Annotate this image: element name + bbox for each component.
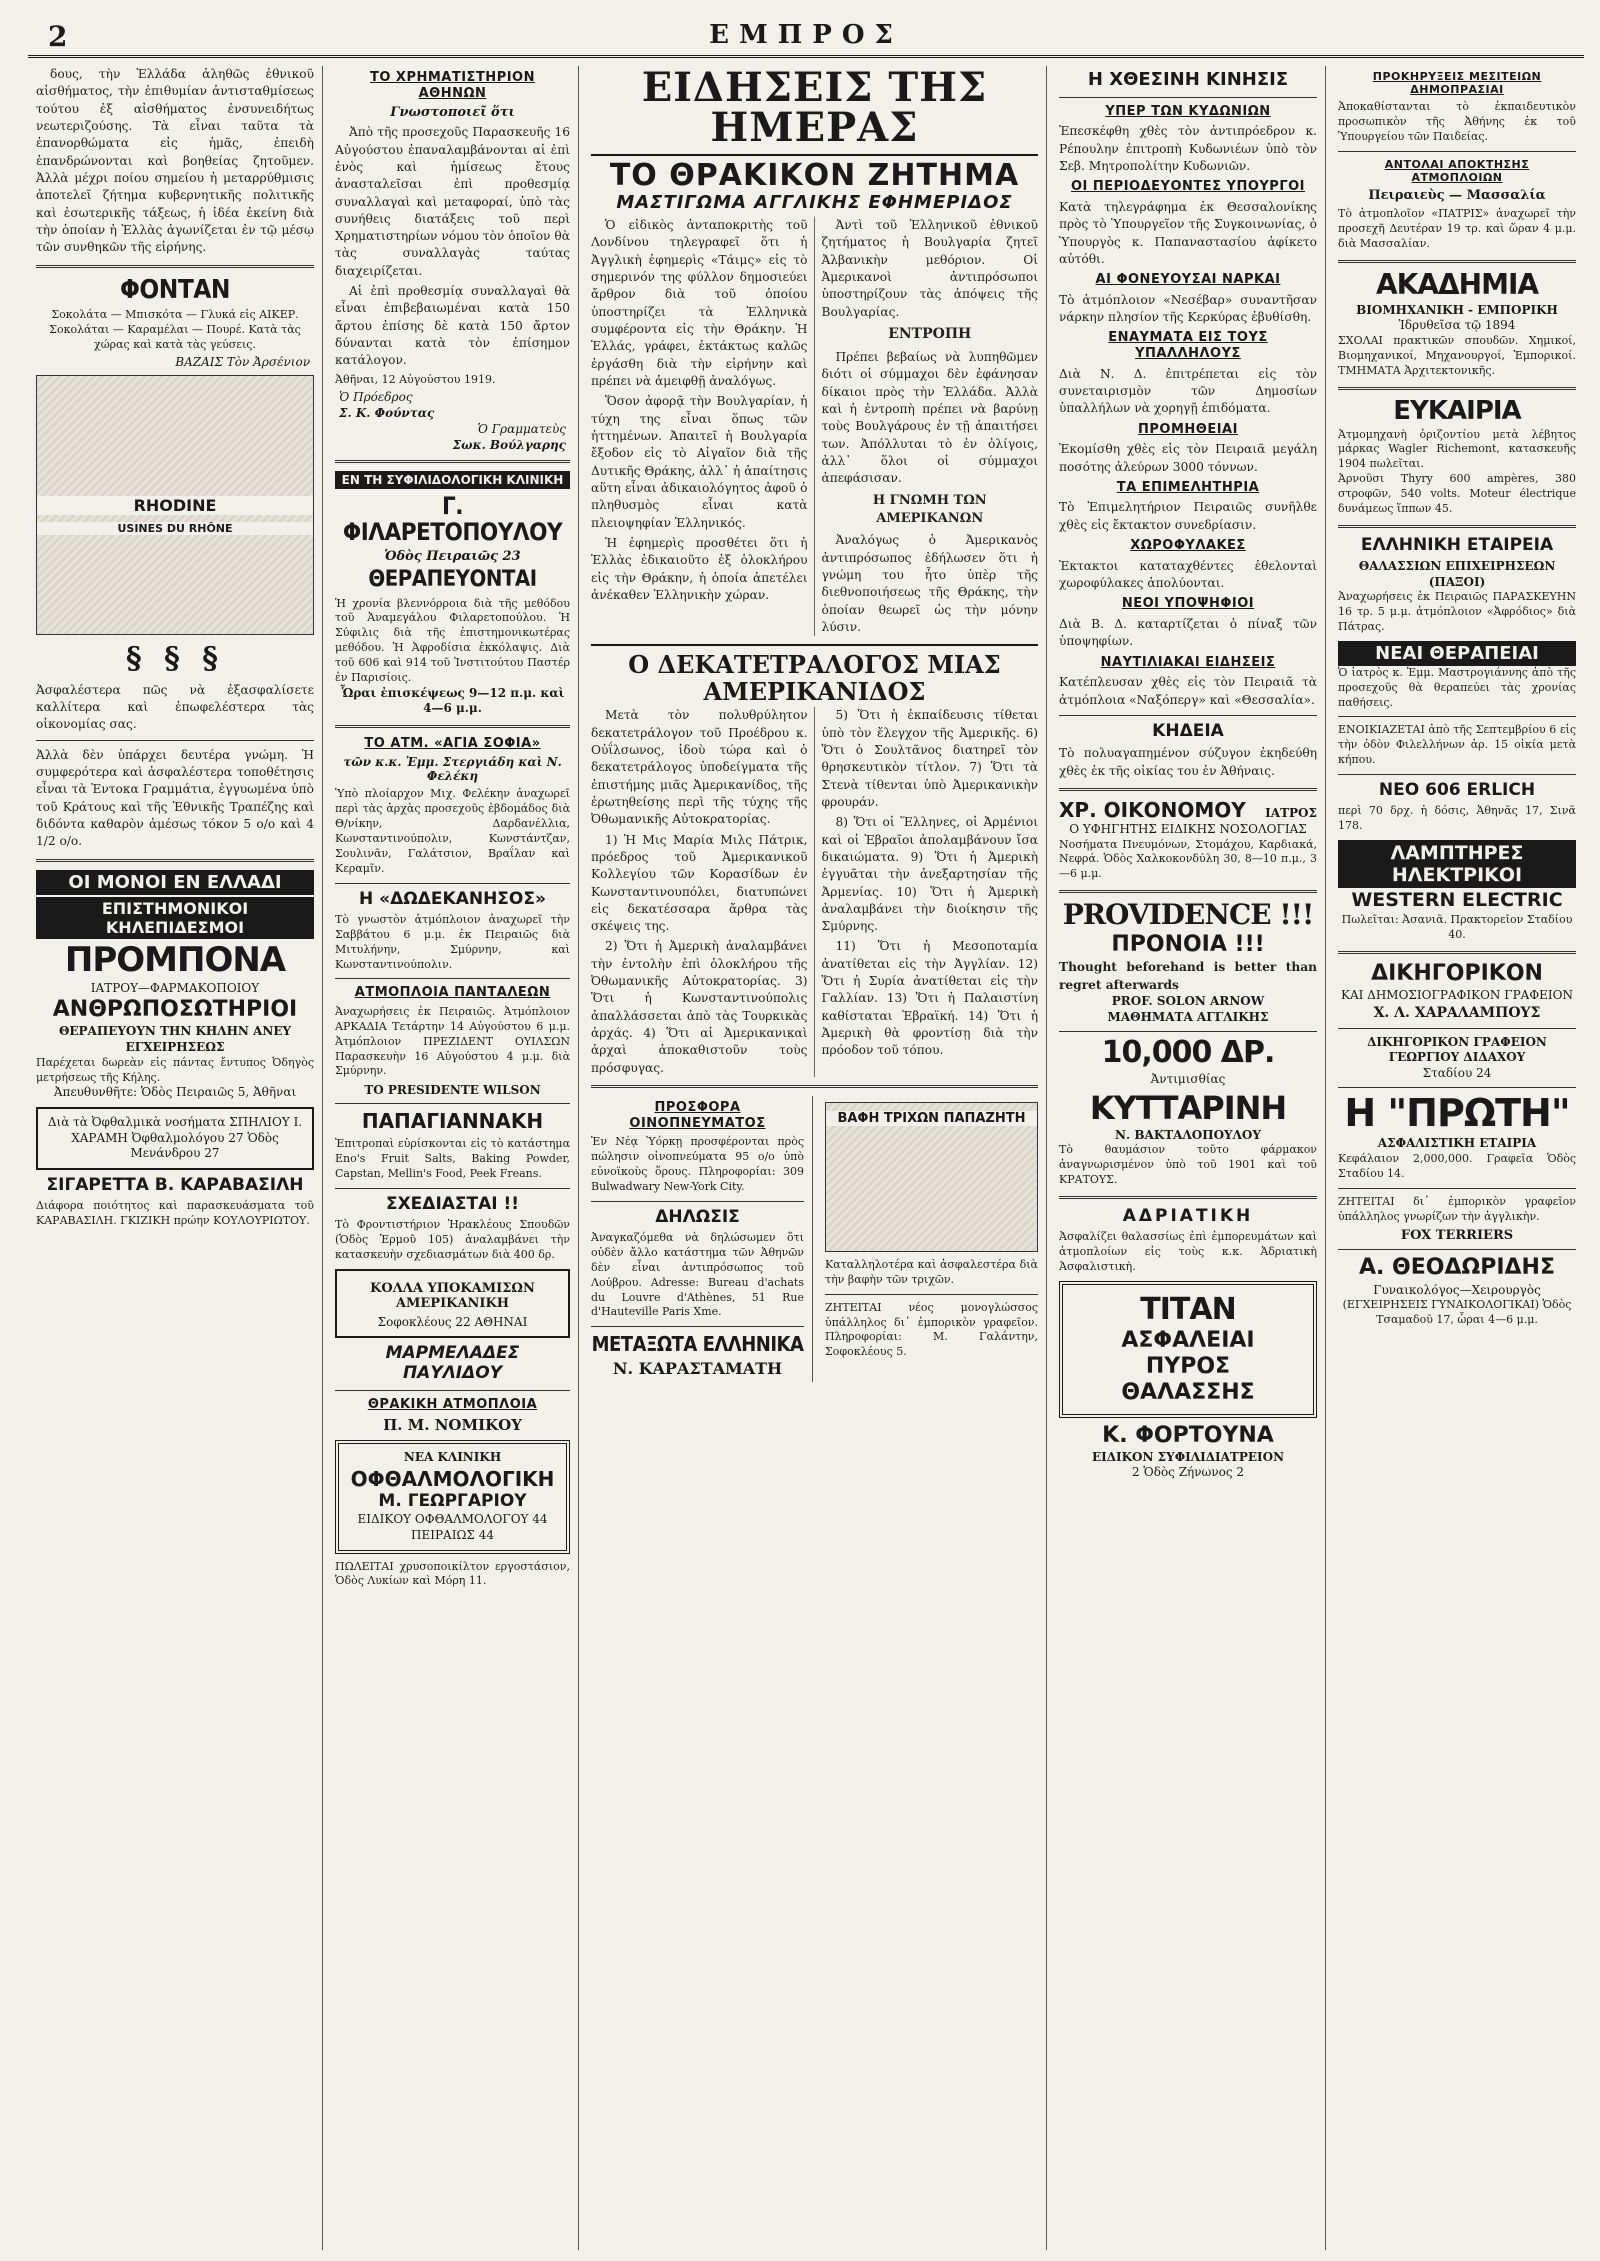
kolla-title: ΚΟΛΛΑ ΥΠΟΚΑΜΙΣΩΝ ΑΜΕΡΙΚΑΝΙΚΗ bbox=[370, 1280, 535, 1311]
western-title: WESTERN ELECTRIC bbox=[1351, 889, 1563, 912]
pronoia-title: ΠΡΟΝΟΙΑ !!! bbox=[1111, 932, 1265, 958]
chrem-role-1: Ὁ Πρόεδρος bbox=[339, 389, 413, 404]
thrakiki-sub: Π. Μ. ΝΟΜΙΚΟΥ bbox=[383, 1416, 522, 1435]
kyttarinh-title: ΚΥΤΤΑΡΙΝΗ bbox=[1089, 1088, 1287, 1127]
ad-text: Ἀσφαλέστερα πῶς νὰ ἐξασφαλίσετε καλλίτερα καὶ ἐπωφελέστερα τὰς οἰκονομίας σας. bbox=[36, 682, 314, 732]
syph-addr: Ὁδὸς Πειραιῶς 23 bbox=[384, 549, 521, 565]
thrace-headline: ΤΟ ΘΡΑΚΙΚΟΝ ΖΗΤΗΜΑ bbox=[609, 158, 1020, 193]
column-1 bbox=[28, 66, 323, 2250]
wilson-title: ΤΟ PRESIDENTE WILSON bbox=[364, 1083, 541, 1098]
prwth-sub: ΑΣΦΑΛΙΣΤΙΚΗ ΕΤΑΙΡΙΑ bbox=[1377, 1136, 1537, 1151]
amerikanoi-text: Ἀναλόγως ὁ Ἀμερικανὸς ἀντιπρόσωπος ἐδήλωσεν ὅτι ἡ γνώμη του ἦτο ὑπὲρ τῆς διεθνοποιήσεως τῆς Θράκης, τὴν ὁποίαν θεωρεῖ ὡς τὴν μόνην λύσιν. bbox=[821, 533, 1038, 635]
entoph-head: ΕΝΤΡΟΠΗ bbox=[888, 326, 972, 343]
schedia-text: Τὸ Φροντιστήριον Ἡρακλέους Σπουδῶν (Ὁδὸς Ἑρμοῦ 105) ἀναλαμβάνει τὴν κατασκευὴν σχεδιασμάτων διὰ 400 δρ. bbox=[335, 1218, 570, 1261]
newspaper-page bbox=[28, 14, 1584, 2250]
american-headline: Ο ΔΕΚΑΤΕΤΡΑΛΟΓΟΣ ΜΙΑΣ ΑΜΕΡΙΚΑΝΙΔΟΣ bbox=[591, 644, 1038, 705]
prosfora-head: ΠΡΟΣΦΟΡΑ ΟΙΝΟΠΝΕΥΜΑΤΟΣ bbox=[629, 1100, 766, 1131]
eykairia-text-2: Ἀρνοῦσι Thyry 600 ampères, 380 στροφῶν, 540 volts. Moteur électrique δυνάμεως ἵππων 45. bbox=[1338, 472, 1576, 515]
khdeia-head: ΚΗΔΕΙΑ bbox=[1152, 720, 1224, 741]
vafh-title: ΒΑΦΗ ΤΡΙΧΩΝ ΠΑΠΑΖΗΤΗ bbox=[826, 1111, 1037, 1126]
polhtai-text: ΠΩΛΕΙΤΑΙ χρυσοποικίλτον εργοστάσιον, Ὁδὸς Λυκίων καὶ Μόρη 11. bbox=[335, 1559, 570, 1588]
bottom-ads bbox=[591, 1096, 1038, 1382]
perioideuontes-head: ΟΙ ΠΕΡΙΟΔΕΥΟΝΤΕΣ ΥΠΟΥΡΓΟΙ bbox=[1071, 179, 1305, 195]
dikhgorikon2-addr: Σταδίου 24 bbox=[1422, 1065, 1492, 1080]
monoi-title: ΟΙ ΜΟΝΟΙ ΕΝ ΕΛΛΑΔΙ bbox=[36, 870, 314, 895]
papagiannaki-text: Ἐπιτροπαὶ εὑρίσκονται εἰς τὸ κατάστημα Eno's Fruit Salts, Baking Powder, Capstan, Mellin's Food, Peek Freans. bbox=[335, 1137, 570, 1180]
dikhgorikon-title: ΔΙΚΗΓΟΡΙΚΟΝ bbox=[1371, 960, 1543, 986]
theodoridis-name: Α. ΘΕΟΔΩΡΙΔΗΣ bbox=[1359, 1255, 1555, 1281]
reward-sub: Ἀντιμισθίας bbox=[1150, 1072, 1226, 1087]
rhodine-sub: USINES DU RHÔNE bbox=[37, 522, 313, 535]
kyttarinh-text: Τὸ θαυμάσιον τοῦτο φάρμακον ἀναγνωρισμένον ὑπὸ τοῦ 1901 καὶ τοῦ ΚΡΑΤΟΥΣ. bbox=[1059, 1143, 1317, 1187]
neai-text: Ὁ ἰατρὸς κ. Ἐμμ. Μαστρογιάννης ἀπὸ τῆς προσεχοῦς θὰ θεραπεύει τὰς χρονίας παθήσεις. bbox=[1338, 665, 1576, 709]
thrace-para-1: Ὁ εἰδικὸς ἀνταποκριτὴς τοῦ Λονδίνου τηλεγραφεῖ ὅτι ἡ Ἀγγλικὴ ἐφημερὶς «Τάιμς» εἰς τὸ σημερινόν της φύλλον δημοσιεύει ἄρθρον διὰ τοῦ ὁποίου ὑποστηρίζει τὰ Ἑλληνικὰ συμφέροντα εἰς τὴν Θράκην. Ἡ Ἑλλάς, γράφει, ἐκτάκτως καλῶς ἐργάσθη διὰ τὴν εἰρήνην καὶ πρέπει νὰ ἀμειφθῇ ἀναλόγως. bbox=[591, 218, 808, 389]
titan-title: ΤΙΤΑΝ bbox=[1140, 1292, 1236, 1327]
column-5 bbox=[1330, 66, 1584, 2250]
thrace-article bbox=[591, 217, 1038, 636]
prompona-addr: Ἀπευθυνθῆτε: Ὁδὸς Πειραιῶς 5, Ἀθῆναι bbox=[53, 1085, 297, 1100]
column-4 bbox=[1051, 66, 1326, 2250]
prwth-text: Κεφάλαιον 2,000,000. Γραφεῖα Ὁδὸς Σταδίου 14. bbox=[1338, 1152, 1576, 1180]
masthead bbox=[28, 14, 1584, 58]
american-para-3: 2) Ὅτι ἡ Ἀμερικὴ ἀναλαμβάνει τὴν ἐντολὴν ἐπὶ ὁλοκλήρου τῆς Ὀθωμανικῆς Αὐτοκρατορίας. 3) Ὅτι ἡ Κωνσταντινούπολις ἀπαλλάσσεται ἀπὸ τὰς Τουρκικὰς ἀρχάς. 4) Ὅτι αἱ Ἀμερικανικαὶ ἀρχαὶ ἀποκαθιστοῦν τοὺς πρόσφυγας. bbox=[591, 939, 808, 1075]
ofth-ad bbox=[335, 1440, 570, 1553]
therapeuoun-text: ΘΕΡΑΠΕΥΟΥΝ ΤΗΝ ΚΗΛΗΝ ΑΝΕΥ ΕΓΧΕΙΡΗΣΕΩΣ bbox=[58, 1024, 292, 1055]
chrem-date: Ἀθῆναι, 12 Αὐγούστου 1919. bbox=[335, 372, 496, 386]
lamptires-title: ΛΑΜΠΤΗΡΕΣ ΗΛΕΚΤΡΙΚΟΙ bbox=[1338, 840, 1576, 888]
enoikiazetai-text: ΕΝΟΙΚΙΑΖΕΤΑΙ ἀπὸ τῆς Σεπτεμβρίου 6 εἰς τὴν ὁδὸν Φιλελλήνων ἀρ. 15 οἰκία μετὰ κήπου. bbox=[1338, 723, 1576, 767]
chrem-head: ΤΟ ΧΡΗΜΑΤΙΣΤΗΡΙΟΝ ΑΘΗΝΩΝ bbox=[369, 70, 535, 101]
fortouna-sub: ΕΙΔΙΚΟΝ ΣΥΦΙΛΙΔΙΑΤΡΕΙΟΝ bbox=[1091, 1449, 1285, 1464]
dikhgorikon-sub: ΚΑΙ ΔΗΜΟΣΙΟΓΡΑΦΙΚΟΝ ΓΡΑΦΕΙΟΝ bbox=[1340, 987, 1573, 1002]
perioideuontes-text: Κατὰ τηλεγράφημα ἐκ Θεσσαλονίκης πρὸς τὸ Ὑπουργεῖον τῆς Συγκοινωνίας, ὁ Ὑπουργὸς κ. Παπαναστασίου ἀφίκετο αὐτόθι. bbox=[1059, 199, 1317, 266]
syph-cure: ΘΕΡΑΠΕΥΟΝΤΑΙ bbox=[368, 567, 537, 593]
cigarettes-title: ΣΙΓΑΡΕΤΤΑ Β. ΚΑΡΑΒΑΣΙΛΗ bbox=[46, 1174, 304, 1195]
proktherixis-head: ΠΡΟΚΗΡΥΞΕΙΣ ΜΕΣΙΤΕΙΩΝ ΔΗΜΟΠΡΑΣΙΑΙ bbox=[1372, 70, 1542, 97]
sanatorium-text: Διὰ τὰ Ὀφθαλμικὰ νοσήματα ΣΠΗΛΙΟΥ Ι. ΧΑΡΑΜΗ Ὀφθαλμολόγου 27 Ὁδὸς Μενάνδρου 27 bbox=[47, 1114, 303, 1161]
atm-head: ΤΟ ΑΤΜ. «ΑΓΙΑ ΣΟΦΙΑ» bbox=[364, 735, 541, 751]
thrace-para-2: Ὅσον ἀφορᾷ τὴν Βουλγαρίαν, ἡ τύχη της εἶναι ὅπως τῶν ἡττημένων. Ἀπαιτεῖ ἡ Βουλγαρία ἔξοδον εἰς τὸ Αἰγαῖον διὰ τῆς Δυτικῆς Θράκης, ἀλλ᾽ ἡ ἀπαίτησις αὕτη εἶναι ἀδικαιολόγητος ἀφοῦ ὁ πληθυσμὸς εἶναι κατὰ πλειοψηφίαν Ἑλληνικός. bbox=[591, 394, 808, 530]
xorofylakes-head: ΧΩΡΟΦΥΛΑΚΕΣ bbox=[1130, 538, 1246, 554]
prompona-text: Παρέχεται δωρεὰν εἰς πάντας ἔντυπος Ὀδηγὸς μετρήσεως τῆς Κήλης. bbox=[36, 1055, 314, 1084]
neoi-head: ΝΕΟΙ ΥΠΟΨΗΦΙΟΙ bbox=[1121, 596, 1255, 612]
atm-text: Ὑπὸ πλοίαρχον Μιχ. Φελέκην ἀναχωρεῖ περὶ τὰς ἀρχὰς προσεχοῦς ἑβδομάδος διὰ Θ/νίκην, Δαρδανέλλια, Κωνσταντινούπολιν, Κωνστάντζαν, Σουλινᾶν, Γαλάτσιον, Βραΐλαν καὶ Κεραμῖν. bbox=[335, 787, 570, 875]
news-banner: ΕΙΔΗΣΕΙΣ ΤΗΣ ΗΜΕΡΑΣ bbox=[591, 68, 1038, 156]
chrem-text bbox=[335, 124, 570, 370]
pantaleon-text: Ἀναχωρήσεις ἐκ Πειραιῶς. Ἀτμόπλοιον ΑΡΚΑΔΙΑ Τετάρτην 14 Αὐγούστου 6 μ.μ. Ἀτμόπλοιον ΠΡΕΖΙΔΕΝΤ ΟΥΙΛΣΩΝ Παρασκευὴν 16 Αὐγούστου 4 μ.μ. διὰ Σμύρνην. bbox=[335, 1005, 570, 1078]
fontan-text: Σοκολάτα — Μπισκότα — Γλυκά εἰς ΑΙΚΕΡ. Σοκολάται — Καραμέλαι — Πουρέ. Κατὰ τὰς χώρας καὶ κατὰ τὰς γεύσεις. bbox=[49, 308, 301, 351]
reward-title: 10,000 ΔΡ. bbox=[1101, 1035, 1275, 1071]
khdeia-text: Τὸ πολυαγαπημένον σύζυγον ἐκηδεύθη χθὲς ἐκ τῆς οἰκίας του ἐν Ἀθήναις. bbox=[1059, 746, 1317, 778]
ellhnikh-title: ΕΛΛΗΝΙΚΗ ΕΤΑΙΡΕΙΑ bbox=[1360, 534, 1554, 555]
episthmonikoi-title: ΕΠΙΣΤΗΜΟΝΙΚΟΙ ΚΗΛΕΠΙΔΕΣΜΟΙ bbox=[36, 897, 314, 939]
paper-name: ΕΜΠΡΟΣ bbox=[709, 20, 903, 50]
fox-title: FOX TERRIERS bbox=[1400, 1228, 1514, 1244]
thrace-para-3: Ἡ ἐφημερὶς προσθέτει ὅτι ἡ Ἑλλὰς ἐδικαιοῦτο ἐξ ὁλοκλήρου εἰς τὴν Θράκην, ἡ ὁποία ἀπετέλει ἀνέκαθεν Ἑλληνικὴν χώραν. bbox=[591, 536, 808, 602]
dikhgorikon2-title: ΔΙΚΗΓΟΡΙΚΟΝ ΓΡΑΦΕΙΟΝ ΓΕΩΡΓΙΟΥ ΔΙΔΑΧΟΥ bbox=[1367, 1034, 1547, 1065]
titan-ad bbox=[1059, 1281, 1317, 1418]
promhtheia-text: Ἐκομίσθη χθὲς εἰς τὸν Πειραιᾶ μεγάλη ποσότης ἀλεύρων 3000 τόννων. bbox=[1059, 442, 1317, 474]
theodoridis-text: (ΕΓΧΕΙΡΗΣΕΙΣ ΓΥΝΑΙΚΟΛΟΓΙΚΑΙ) Ὁδὸς Τσαμαδοῦ 17, ὧραι 4—6 μ.μ. bbox=[1342, 1298, 1572, 1327]
fontan-title: ΦΟΝΤΑΝ bbox=[120, 274, 230, 305]
metaxwta-name: Ν. ΚΑΡΑΣΤΑΜΑΤΗ bbox=[612, 1359, 783, 1379]
dhlwsis-head: ΔΗΛΩΣΙΣ bbox=[655, 1206, 740, 1227]
theodoridis-sub: Γυναικολόγος—Χειρουργὸς bbox=[1373, 1282, 1541, 1297]
thalasshs-text: ΘΑΛΑΣΣΗΣ bbox=[1121, 1380, 1255, 1406]
epimelhthria-text: Τὸ Ἐπιμελητήριον Πειραιῶς συνῆλθε χθὲς εἰς ἔκτακτον συνεδρίασιν. bbox=[1059, 500, 1317, 532]
ofth-addr: ΕΙΔΙΚΟΥ ΟΦΘΑΛΜΟΛΟΓΟΥ 44 ΠΕΙΡΑΙΩΣ 44 bbox=[357, 1512, 548, 1542]
arnow-name: PROF. SOLON ARNOW bbox=[1111, 994, 1265, 1009]
bottom-ads-left bbox=[591, 1096, 813, 1382]
kolla-ad bbox=[335, 1269, 570, 1339]
oikonomou-header bbox=[1059, 799, 1317, 822]
fortouna-addr: 2 Ὁδὸς Ζήνωνος 2 bbox=[1131, 1465, 1245, 1480]
vafh-text: Καταλληλοτέρα καὶ ἀσφαλεστέρα διὰ τὴν βαφὴν τῶν τριχῶν. bbox=[825, 1258, 1038, 1286]
kydwnies-head: ΥΠΕΡ ΤΩΝ ΚΥΔΩΝΙΩΝ bbox=[1105, 103, 1271, 119]
titan-sub: ΑΣΦΑΛΕΙΑΙ bbox=[1121, 1328, 1255, 1353]
kolla-sub: Σοφοκλέους 22 ΑΘΗΝΑΙ bbox=[377, 1314, 528, 1329]
atm-sub: τῶν κ.κ. Ἐμμ. Στεργιάδη καὶ Ν. Φελέκη bbox=[343, 755, 562, 784]
akadhmia-year: Ἱδρυθεῖσα τῷ 1894 bbox=[1398, 318, 1516, 333]
chrem-sig-2: Σωκ. Βούλγαρης bbox=[452, 437, 566, 452]
dodek-text: Τὸ γνωστὸν ἀτμόπλοιον ἀναχωρεῖ τὴν Σαββάτου 6 μ.μ. ἐκ Πειραιῶς διὰ Μιτυλήνην, Σμύρνην, καὶ Κωνσταντινούπολιν. bbox=[335, 913, 570, 971]
mathimata-title: ΜΑΘΗΜΑΤΑ ΑΓΓΛΙΚΗΣ bbox=[1107, 1009, 1269, 1024]
chrem-sig-1: Σ. Κ. Φούντας bbox=[339, 405, 435, 420]
thrakiki-title: ΘΡΑΚΙΚΗ ΑΤΜΟΠΛΟΙΑ bbox=[367, 1396, 538, 1412]
neai-therapeiai-title: ΝΕΑΙ ΘΕΡΑΠΕΙΑΙ bbox=[1338, 641, 1576, 666]
promhtheia-head: ΠΡΟΜΗΘΕΙΑΙ bbox=[1138, 421, 1238, 437]
atmoploia-text: Τὸ ἀτμοπλοῖον «ΠΑΤΡΙΣ» ἀναχωρεῖ τὴν προσεχῆ Δευτέραν 19 τρ. καὶ ὥραν 4 μ.μ. διὰ Μασσαλίαν. bbox=[1338, 207, 1576, 250]
vafh-illustration bbox=[825, 1102, 1038, 1252]
thrace-subheadline: ΜΑΣΤΙΓΩΜΑ ΑΓΓΛΙΚΗΣ ΕΦΗΜΕΡΙΔΟΣ bbox=[616, 191, 1013, 213]
syph-hours: Ὧραι ἐπισκέψεως 9—12 π.μ. καὶ 4—6 μ.μ. bbox=[340, 685, 565, 716]
bottom-ads-right bbox=[825, 1096, 1038, 1382]
american-para-6: 11) Ὅτι ἡ Μεσοποταμία ἀνατίθεται εἰς τὴν Ἀγγλίαν. 12) Ὅτι ἡ Συρία ἀνατίθεται εἰς τὴν Γαλλίαν. 13) Ὅτι ἡ Παλαιστίνη καθίσταται Ἑβραϊκή. 14) Ὅτι ἡ Ἀμερικὴ θὰ φροντίσῃ διὰ τὴν πρόοδον τοῦ τόπου. bbox=[821, 939, 1038, 1058]
cigarettes-text: Διάφορα ποιότητος καὶ παρασκευάσματα τοῦ ΚΑΡΑΒΑΣΙΛΗ. ΓΚΙΖΙΚΗ πρώην ΚΟΥΛΟΥΡΙΩΤΟΥ. bbox=[36, 1199, 314, 1228]
nea-klinikh: ΝΕΑ ΚΛΙΝΙΚΗ bbox=[403, 1450, 502, 1465]
akadhmia-sub: ΒΙΟΜΗΧΑΝΙΚΗ - ΕΜΠΟΡΙΚΗ bbox=[1356, 302, 1558, 317]
oikonomou-role: ΙΑΤΡΟΣ bbox=[1265, 806, 1317, 821]
schedia-head: ΣΧΕΔΙΑΣΤΑΙ !! bbox=[385, 1193, 520, 1214]
prompona-sub: ΙΑΤΡΟΥ—ΦΑΡΜΑΚΟΠΟΙΟΥ bbox=[90, 980, 260, 995]
chrem-role-2: Ὁ Γραμματεὺς bbox=[477, 421, 566, 436]
pyros-text: ΠΥΡΟΣ bbox=[1145, 1354, 1231, 1380]
ellhnikh-sub: ΘΑΛΑΣΣΙΩΝ ΕΠΙΧΕΙΡΗΣΕΩΝ (ΠΑΞΟΙ) bbox=[1358, 559, 1556, 589]
column-3 bbox=[583, 66, 1047, 2250]
papagiannaki-head: ΠΑΠΑΓΙΑΝΝΑΚΗ bbox=[361, 1109, 544, 1134]
syph-text: Ἡ χρονία βλεννόρροια διὰ τῆς μεθόδου τοῦ Ἀναμεγάλου Φιλαρετοπούλου. Ἡ Σύφιλις διὰ τῆς ἐπιστημονικωτέρας μεθόδου. Ἡ Ἀφροδίσια ἐκκόλαψις. Διὰ τοῦ 606 καὶ 914 τοῦ Ἰνστιτούτου Παστέρ ἐν Παρισίοις. bbox=[335, 596, 570, 684]
prompona-title: ΠΡΟΜΠΟΝΑ bbox=[64, 939, 286, 980]
anthropos-title: ΑΝΘΡΩΠΟΣΩΤΗΡΙΟΙ bbox=[52, 997, 298, 1023]
dikhgorikon-name: Χ. Λ. ΧΑΡΑΛΑΜΠΟΥΣ bbox=[1373, 1004, 1541, 1021]
column-2 bbox=[327, 66, 579, 2250]
lead-text: δους, τὴν Ἑλλάδα ἀληθῶς ἐθνικοῦ αἰσθήματος, τὴν ἐπιθυμίαν ἀντισταθμίσεως τούτου ἐξ αἰσθήματος ἐνσυνειδήτως νεωτεριζούσης. Τὰ εἶναι ταῦτα τὰ ἐπανορθώματα εἰς ἡμᾶς, ἐπειδὴ ἐπανδρώνονται καὶ βοηθείας ζητοῦμεν. Ἀλλὰ μέχρι ποίου σημείου ἡ μεταρρύθμισις ἀποτελεῖ ζήτημα κυβερνητικῆς πολιτικῆς καὶ ἐσωτερικῆς τάξεως, ἡ ἰδέα ἐκείνη διὰ τὴν ὁποίαν ἡ Ἑλλὰς ἀγωνίζεται ἐν τῷ μέσῳ τῶν συνθηκῶν τῆς εἰρήνης. bbox=[36, 67, 314, 255]
nautikes-text: Κατέπλευσαν χθὲς εἰς τὸν Πειραιᾶ τὰ ἀτμόπλοια «Ναξόπεργ» καὶ «Θεσσαλία». bbox=[1059, 675, 1317, 707]
fontan-sig: ΒΑΖΑΙΣ Τὸν Ἀρσένιον bbox=[175, 354, 310, 369]
sanatorium-ad bbox=[36, 1107, 314, 1170]
nautikes-head: ΝΑΥΤΙΛΙΑΚΑΙ ΕΙΔΗΣΕΙΣ bbox=[1100, 654, 1276, 670]
narkai-head: ΑΙ ΦΟΝΕΥΟΥΣΑΙ ΝΑΡΚΑΙ bbox=[1095, 272, 1281, 288]
proktherixis-text: Ἀποκαθίστανται τὸ ἐκπαιδευτικὸν προσωπικὸν τῆς Ἀθήνης ἐκ τοῦ Ὑπουργείου τῶν Παιδείας. bbox=[1338, 100, 1576, 144]
thought-text: Thought beforehand is better than regret afterwards bbox=[1059, 960, 1317, 992]
syph-name: Γ. ΦΙΛΑΡΕΤΟΠΟΥΛΟΥ bbox=[342, 491, 563, 547]
american-article bbox=[591, 707, 1038, 1077]
ellhnikh-text: Ἀναχωρήσεις ἐκ Πειραιῶς ΠΑΡΑΣΚΕΥΗΝ 16 τρ. 5 μ.μ. ἀτμόπλοιον «Ἀφρόδιος» διὰ Πάτρας. bbox=[1338, 590, 1576, 634]
kydwnies-text: Ἐπεσκέφθη χθὲς τὸν ἀντιπρόεδρον κ. Ρέπουλην ἐπιτροπὴ Κυδωνιέων ὑπὸ τὸν Σεβ. Μητροπολίτην Κυδωνιῶν. bbox=[1059, 124, 1317, 173]
prosfora-text: Ἐν Νέᾳ Ὑόρκῃ προσφέρονται πρὸς πώλησιν οἰνοπνεύματα 95 ο/ο ὑπὸ εὐνοϊκοὺς ὅρους. Πληροφορίαι: 309 Bulwadwary New-York City. bbox=[591, 1135, 804, 1193]
providence-title: PROVIDENCE !!! bbox=[1062, 898, 1314, 932]
prwth-title: Η "ΠΡΩΤΗ" bbox=[1344, 1091, 1570, 1136]
rhodine-illustration bbox=[36, 375, 314, 635]
akadhmia-title: ΑΚΑΔΗΜΙΑ bbox=[1375, 267, 1539, 301]
adriatikh-title: ΑΔΡΙΑΤΙΚΗ bbox=[1122, 1205, 1254, 1226]
western-text: Πωλεῖται: Ἀσανιᾶ. Πρακτορεῖον Σταδίου 40. bbox=[1341, 913, 1573, 941]
american-para-4: 5) Ὅτι ἡ ἐκπαίδευσις τίθεται ὑπὸ τὸν ἔλεγχον τῆς Ἀμερικῆς. 6) Ὅτι ὁ Σουλτᾶνος διατηρεῖ τὸν θρησκευτικὸν τίτλον. 7) Ὅτι τὰ Στενὰ τίθενται ὑπὸ Ἀμερικανικὴν φρουράν. bbox=[821, 708, 1038, 809]
page-number: 2 bbox=[48, 20, 68, 53]
oikonomou-sub: Ο ΥΦΗΓΗΤΗΣ ΕΙΔΙΚΗΣ ΝΟΣΟΛΟΓΙΑΣ bbox=[1069, 822, 1307, 837]
ad-ornament: § § § bbox=[126, 640, 224, 676]
dhlwsis-text: Ἀναγκαζόμεθα νὰ δηλώσωμεν ὅτι οὐδὲν ἄλλο κατάστημα τῶν Ἀθηνῶν δὲν εἶναι ἀντιπρόσωπος τοῦ Λούβρου. Adresse: Bureau d'achats du Louvre d'Athènes, 51 Rue d'Hauteville Paris Xme. bbox=[591, 1231, 804, 1319]
syph-head: ΕΝ ΤΗ ΣΥΦΙΛΙΔΟΛΟΓΙΚΗ ΚΛΙΝΙΚΗ bbox=[335, 471, 570, 489]
fortouna-name: Κ. ΦΟΡΤΟΥΝΑ bbox=[1102, 1422, 1274, 1448]
atmoploia-sub: Πειραιεὺς — Μασσαλία bbox=[1368, 188, 1546, 204]
ofth-title: ΟΦΘΑΛΜΟΛΟΓΙΚΗ bbox=[350, 1466, 555, 1491]
thrace-para-4: Ἀντὶ τοῦ Ἑλληνικοῦ ἐθνικοῦ ζητήματος ἡ Βουλγαρία ζητεῖ Ἀλβανικὴν μεθόριον. Οἱ Ἀμερικανοὶ ἀντιπρόσωποι ὑποστηρίζουν τὰς ἀπόψεις τῆς Βουλγαρίας. bbox=[821, 218, 1038, 319]
amerikanoi-head: Η ΓΝΩΜΗ ΤΩΝ ΑΜΕΡΙΚΑΝΩΝ bbox=[872, 492, 987, 527]
xorofylakes-text: Ἐκτακτοι καταταχθέντες ἐθελονταὶ χωροφύλακες ἀπολύονται. bbox=[1059, 558, 1317, 591]
dodek-head: Η «ΔΩΔΕΚΑΝΗΣΟΣ» bbox=[359, 888, 546, 909]
zhteitai-text: ΖΗΤΕΙΤΑΙ νέος μονογλώσσος ὑπάλληλος δι᾽ ἐμπορικὸν γραφεῖον. Πληροφορίαι: Μ. Γαλάντην, Σοφοκλέους 5. bbox=[825, 1300, 1038, 1359]
chrem-para-1: Ἀπὸ τῆς προσεχοῦς Παρασκευῆς 16 Αὐγούστου ἐπαναλαμβάνονται αἱ ἐπὶ ἑνὸς καὶ ἡμίσεως ἔτους ἀνασταλεῖσαι ἐπὶ προθεσμίᾳ συναλλαγαὶ καὶ μεταφοραί, ὑπὸ τὰς συνήθεις διατάξεις τοῦ περὶ Χρηματιστηρίων νόμου τὸν ὁποῖον θὰ τὰς συναλλαγὰς ταύτας διαχειρίζεται. bbox=[335, 125, 570, 278]
american-para-1: Μετὰ τὸν πολυθρύλητον δεκατετράλογον τοῦ Προέδρου κ. Οὐΐλσωνος, ἰδοὺ τώρα καὶ ὁ δεκατετράλογος ὑποδείγματα τῆς ἐπιστήμης μιᾶς Ἀμερικανίδος, τῆς ἐρωτηθείσης περὶ τῆς τύχης τῆς Ὀθωμανικῆς Αὐτοκρατορίας. bbox=[591, 708, 808, 827]
neoi-text: Διὰ Β. Δ. καταρτίζεται ὁ πίναξ τῶν ὑποψηφίων. bbox=[1059, 616, 1317, 649]
adriatikh-text: Ἀσφαλίζει θαλασσίως ἐπὶ ἐμπορευμάτων καὶ ἀτμοπλοίων εἰς τοὺς κ.κ. Ἀδριατικὴ Ἀσφαλιστικὴ. bbox=[1059, 1230, 1317, 1274]
kinhsis-head: Η ΧΘΕΣΙΝΗ ΚΙΝΗΣΙΣ bbox=[1087, 69, 1289, 90]
atmoploia-head: ΑΝΤΟΛΑΙ ΑΠΟΚΤΗΣΗΣ ΑΤΜΟΠΛΟΙΩΝ bbox=[1384, 157, 1530, 185]
american-para-5: 8) Ὅτι οἱ Ἕλληνες, οἱ Ἀρμένιοι καὶ οἱ Ἑβραῖοι ἀπολαμβάνουν ἴσα δικαιώματα. 9) Ὅτι ἡ Ἀμερικὴ ἐγγυᾶται τὴν ἀνεξαρτησίαν τῆς Ἀρμενίας. 10) Ὅτι ἡ Ἀμερικὴ ἀναλαμβάνει τὴν διοίκησιν τῆς Σμύρνης. bbox=[821, 815, 1038, 934]
neo606-text: περὶ 70 δρχ. ἡ δόσις, Ἀθηνᾶς 17, Σινᾶ 178. bbox=[1338, 804, 1576, 833]
lead-article bbox=[36, 66, 314, 257]
rhodine-label: RHODINE bbox=[37, 496, 313, 515]
pantaleon-head: ΑΤΜΟΠΛΟΙΑ ΠΑΝΤΑΛΕΩΝ bbox=[354, 985, 551, 1001]
ad-text-2: Ἀλλὰ δὲν ὑπάρχει δευτέρα γνώμη. Ἡ συμφερότερα καὶ ἀσφαλέστερα τοποθέτησις εἶναι τὰ Ἐντοκα Γραμμάτια, ἐγγυωμένα ὑπὸ τοῦ Κράτους καὶ τῆς Ἐθνικῆς Τραπέζης καὶ διδόντα καθαρὸν ἀμέσως τόκον 5 ο/ο καὶ 4 1/2 ο/ο. bbox=[36, 747, 314, 849]
metaxwta-head: ΜΕΤΑΞΩΤΑ ΕΛΛΗΝΙΚΑ bbox=[591, 1332, 804, 1357]
epimelhthria-head: ΤΑ ΕΠΙΜΕΛΗΤΗΡΙΑ bbox=[1116, 479, 1260, 495]
oikonomou-text: Νοσήματα Πνευμόνων, Στομάχου, Καρδιακά, Νεφρά. Ὁδὸς Χαλκοκονδύλη 30, 8—10 π.μ., 3—6 μ.μ. bbox=[1059, 837, 1317, 881]
akadhmia-text: ΣΧΟΛΑΙ πρακτικῶν σπουδῶν. Χημικοί, Βιομηχανικοί, Μηχανουργοί, Ἐμπορικοί. ΤΜΗΜΑΤΑ Ἀρχιτεκτονικῆς. bbox=[1338, 334, 1576, 377]
chrem-sub: Γνωστοποιεῖ ὅτι bbox=[390, 105, 515, 121]
oikonomou-name: ΧΡ. ΟΙΚΟΝΟΜΟΥ bbox=[1059, 798, 1246, 823]
kyttarinh-name: Ν. ΒΑΚΤΑΛΟΠΟΥΛΟΥ bbox=[1115, 1127, 1261, 1142]
enaymata-text: Διὰ Ν. Δ. ἐπιτρέπεται εἰς τὸν συνεταιρισμὸν τῶν Δημοσίων ὑπαλλήλων νὰ χορηγῇ ἐπιδόματα. bbox=[1059, 366, 1317, 416]
eykairia-title: ΕΥΚΑΙΡΙΑ bbox=[1393, 395, 1521, 426]
american-para-2: 1) Ἡ Μις Μαρία Μιλς Πάτρικ, πρόεδρος τοῦ Ἀμερικανικοῦ Κολλεγίου τῶν Κορασίδων ἐν Κωνσταντινουπόλει, διατυπώνει εἰς δεκατέσσαρα ἄρθρα τὰς σκέψεις της. bbox=[591, 832, 808, 934]
chrem-para-2: Αἱ ἐπὶ προθεσμίᾳ συναλλαγαὶ θὰ εἶναι ἐπιβεβαιωμέναι κατὰ 150 ἄρτου ἐπίσης δὲ κατὰ 150 ἄρτον δύνανται κατὰ τὸν ἐπίσημον κατάλογον. bbox=[335, 284, 570, 368]
entoph-text: Πρέπει βεβαίως νὰ λυπηθῶμεν διότι οἱ σύμμαχοι δὲν ἐφάνησαν δίκαιοι πρὸς τὴν Ἑλλάδα. Ἀλλὰ καὶ ἡ ἐντροπὴ πρέπει νὰ βαρύνῃ τοὺς Βουλγάρους ἐν τῇ ἀπαιτήσει των. Ἀπόλλυται τὸ ἐν ὀλίγοις, ἀλλ᾽ ὅλοι οἱ σύμμαχοι ἀπεφάσισαν. bbox=[821, 349, 1038, 486]
neo606-title: ΝΕΟ 606 ERLICH bbox=[1378, 779, 1536, 800]
zhteitai5-text: ΖΗΤΕΙΤΑΙ δι᾽ ἐμπορικὸν γραφεῖον ὑπάλληλος γνωρίζων τὴν ἀγγλικὴν. bbox=[1338, 1194, 1576, 1223]
enaymata-head: ΕΝΑΥΜΑΤΑ ΕΙΣ ΤΟΥΣ ΥΠΑΛΛΗΛΟΥΣ bbox=[1108, 330, 1268, 362]
marmelades-title: ΜΑΡΜΕΛΑΔΕΣ ΠΑΥΛΙΔΟΥ bbox=[385, 1343, 520, 1383]
narkai-text: Τὸ ἀτμόπλοιον «Νεσέβαρ» συναντῆσαν νάρκην πλησίον τῆς Κερκύρας ἐβυθίσθη. bbox=[1059, 292, 1317, 325]
eykairia-text: Ἀτμομηχανὴ ὁριζοντίου μετὰ λέβητος μάρκας Wagler Richemont, κατασκευῆς 1904 πωλεῖται. bbox=[1338, 427, 1576, 471]
ofth-name: Μ. ΓΕΩΡΓΑΡΙΟΥ bbox=[378, 1490, 527, 1511]
